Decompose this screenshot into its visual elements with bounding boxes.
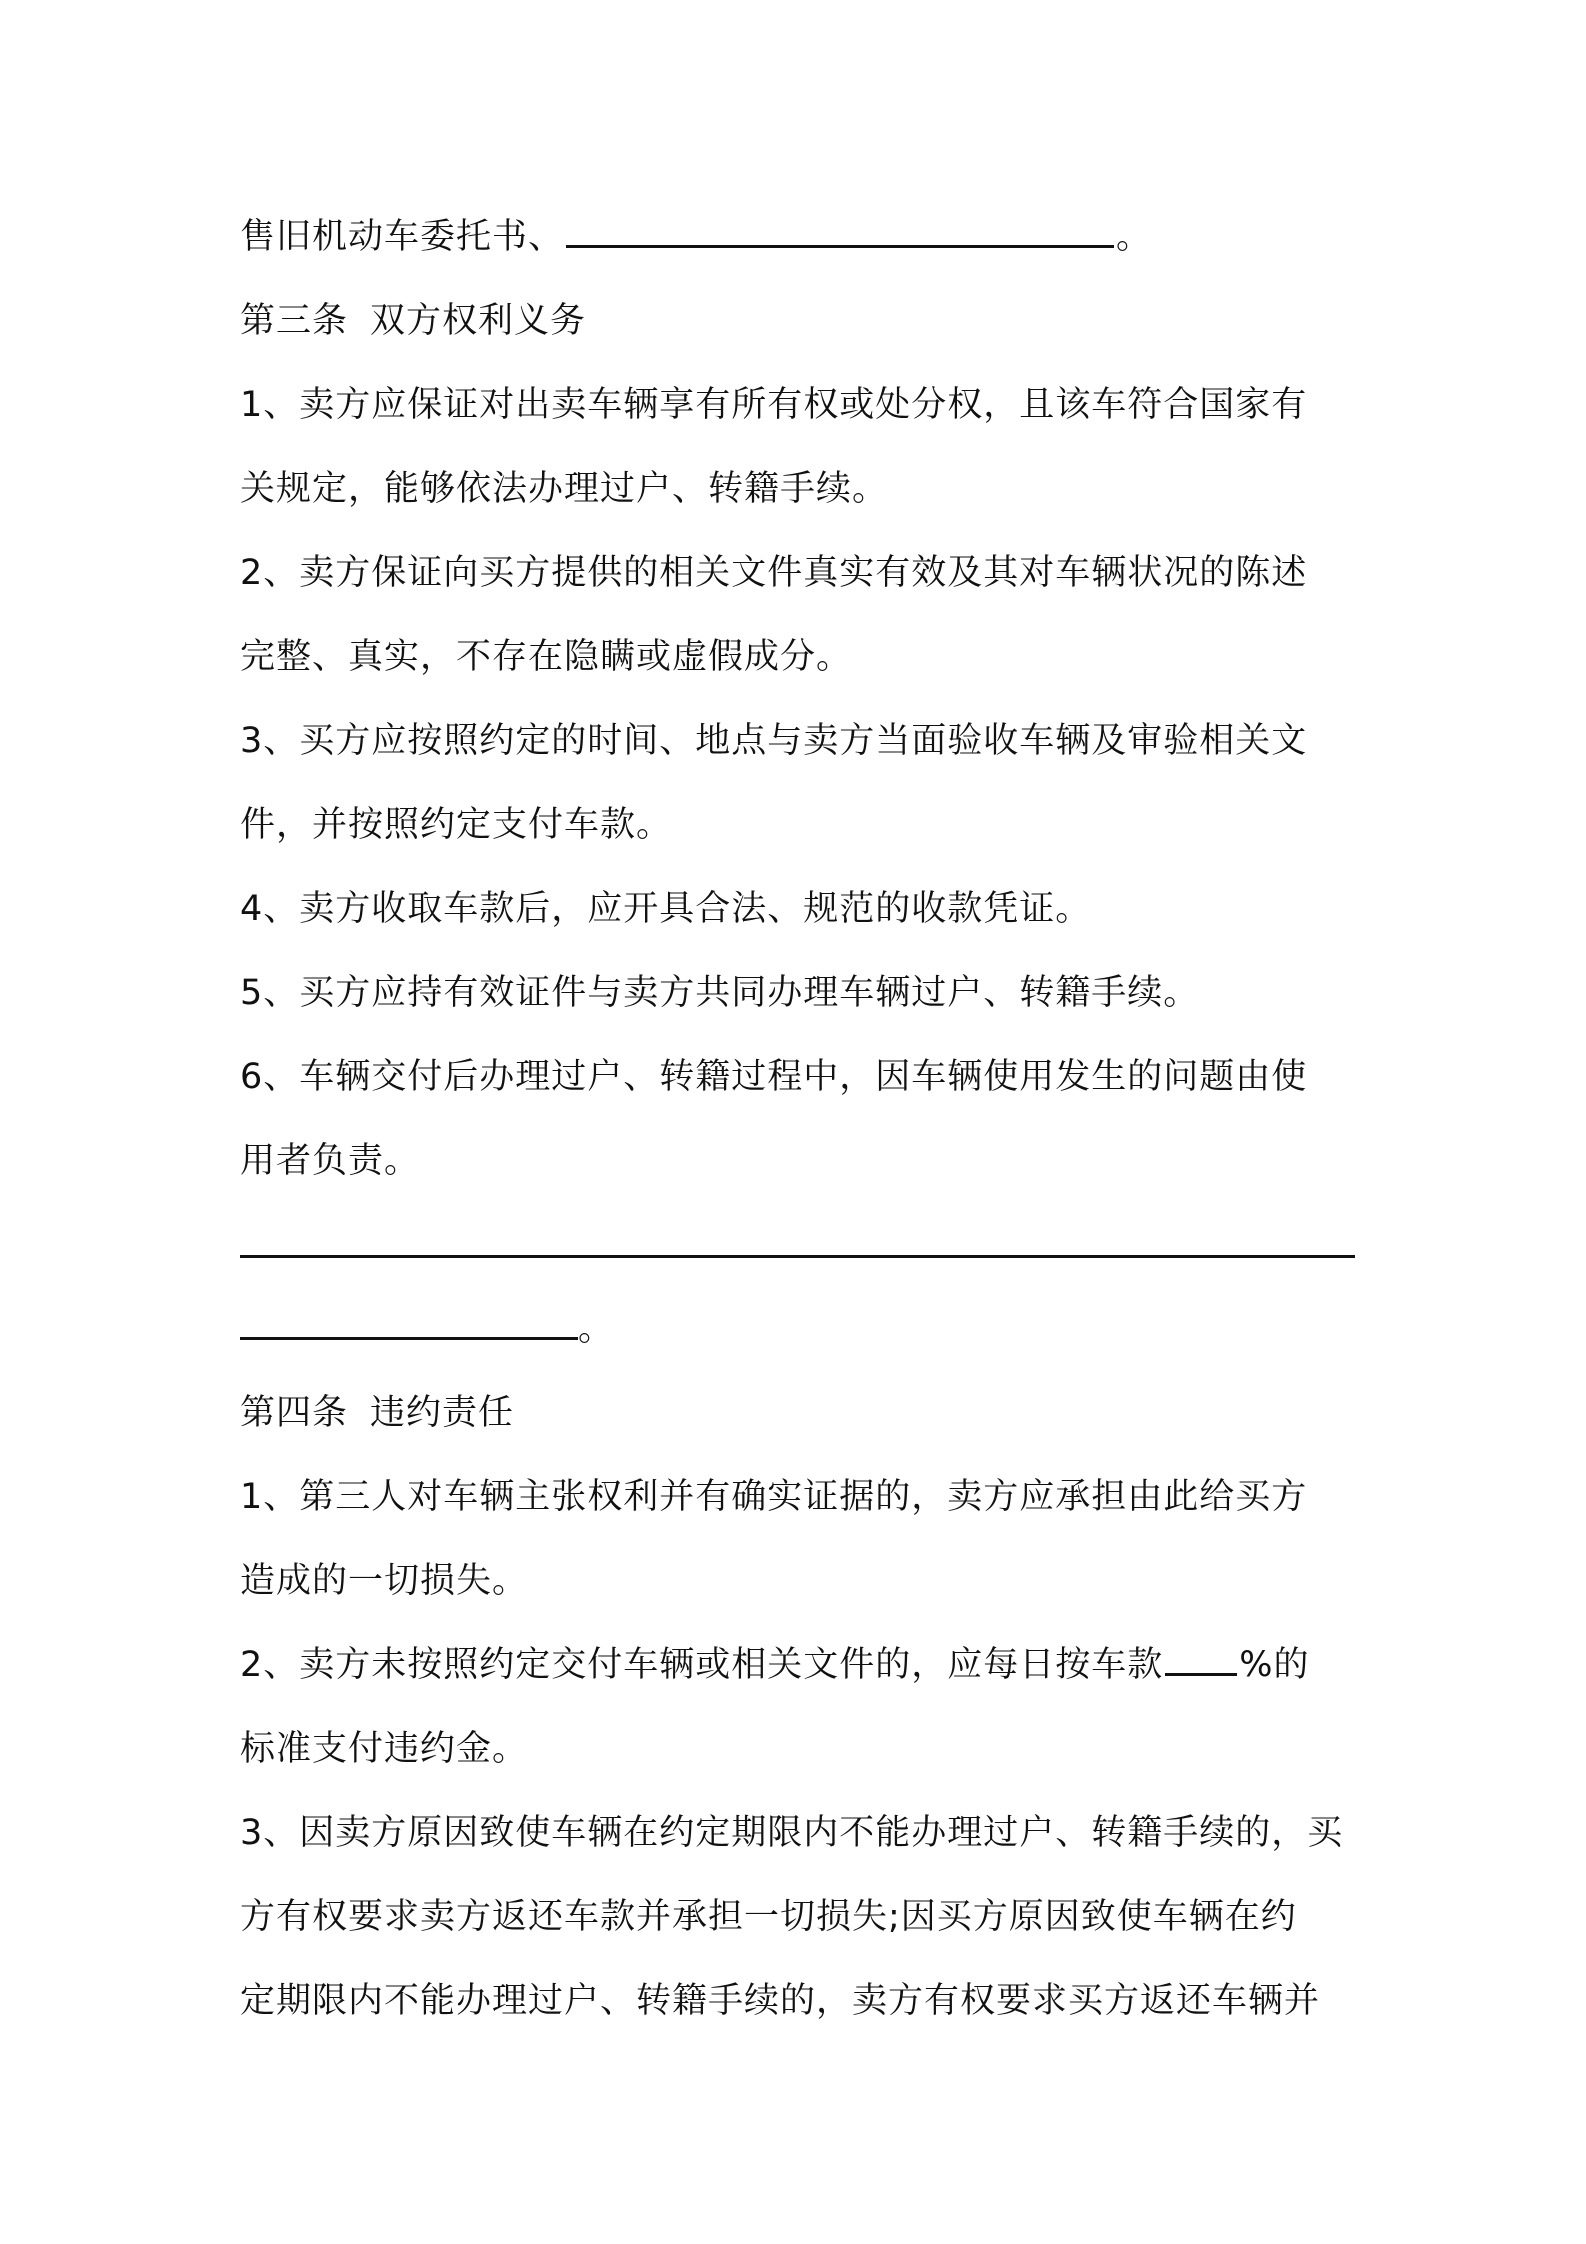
article-number: 第四条 — [240, 1393, 349, 1433]
paragraph-text: 造成的一切损失。 — [240, 1561, 529, 1601]
paragraph-text: 5、买方应持有效证件与卖方共同办理车辆过户、转籍手续。 — [240, 973, 1200, 1013]
text-line — [240, 531, 1355, 615]
text-line — [240, 1791, 1355, 1875]
text-line — [240, 951, 1355, 1035]
paragraph-text: 2、卖方未按照约定交付车辆或相关文件的，应每日按车款 — [240, 1645, 1164, 1685]
text-line — [240, 699, 1355, 783]
fill-in-blank — [566, 215, 1114, 248]
paragraph-text: 标准支付违约金。 — [240, 1729, 529, 1769]
article-4-heading — [240, 1371, 1355, 1455]
paragraph-text: 关规定，能够依法办理过户、转籍手续。 — [240, 469, 889, 509]
text-line — [240, 1119, 1355, 1203]
text-line — [240, 1707, 1355, 1791]
paragraph-text: 件，并按照约定支付车款。 — [240, 805, 673, 845]
text-line — [240, 363, 1355, 447]
paragraph-text: 1、卖方应保证对出卖车辆享有所有权或处分权，且该车符合国家有 — [240, 385, 1308, 425]
paragraph-text: 。 — [1116, 217, 1153, 257]
text-line — [240, 1875, 1355, 1959]
paragraph-text: 2、卖方保证向买方提供的相关文件真实有效及其对车辆状况的陈述 — [240, 553, 1308, 593]
article-title: 双方权利义务 — [370, 301, 587, 341]
document-body — [240, 195, 1355, 2043]
article-number: 第三条 — [240, 301, 349, 341]
article-title: 违约责任 — [370, 1393, 515, 1433]
article-3-heading — [240, 279, 1355, 363]
text-line — [240, 447, 1355, 531]
text-line — [240, 615, 1355, 699]
paragraph-text: 售旧机动车委托书、 — [240, 217, 565, 257]
text-line — [240, 1959, 1355, 2043]
text-line — [240, 1287, 1355, 1371]
paragraph-text: 1、第三人对车辆主张权利并有确实证据的，卖方应承担由此给买方 — [240, 1477, 1308, 1517]
fill-in-blank — [240, 1225, 1355, 1258]
fill-in-blank — [1165, 1643, 1237, 1676]
text-line — [240, 1539, 1355, 1623]
paragraph-text: 方有权要求卖方返还车款并承担一切损失;因买方原因致使车辆在约 — [240, 1897, 1297, 1937]
text-line — [240, 1035, 1355, 1119]
paragraph-text: 6、车辆交付后办理过户、转籍过程中，因车辆使用发生的问题由使 — [240, 1057, 1308, 1097]
text-line — [240, 867, 1355, 951]
paragraph-text: 完整、真实，不存在隐瞒或虚假成分。 — [240, 637, 853, 677]
text-line — [240, 195, 1355, 279]
paragraph-text: 3、因卖方原因致使车辆在约定期限内不能办理过户、转籍手续的，买 — [240, 1813, 1344, 1853]
paragraph-text: 3、买方应按照约定的时间、地点与卖方当面验收车辆及审验相关文 — [240, 721, 1308, 761]
blank-line — [240, 1203, 1355, 1287]
text-line — [240, 783, 1355, 867]
fill-in-blank — [240, 1307, 578, 1340]
paragraph-text: %的 — [1239, 1645, 1310, 1685]
paragraph-text: 。 — [578, 1309, 615, 1349]
paragraph-text: 定期限内不能办理过户、转籍手续的，卖方有权要求买方返还车辆并 — [240, 1981, 1321, 2021]
paragraph-text: 4、卖方收取车款后，应开具合法、规范的收款凭证。 — [240, 889, 1092, 929]
text-line — [240, 1623, 1355, 1707]
text-line — [240, 1455, 1355, 1539]
paragraph-text: 用者负责。 — [240, 1141, 421, 1181]
